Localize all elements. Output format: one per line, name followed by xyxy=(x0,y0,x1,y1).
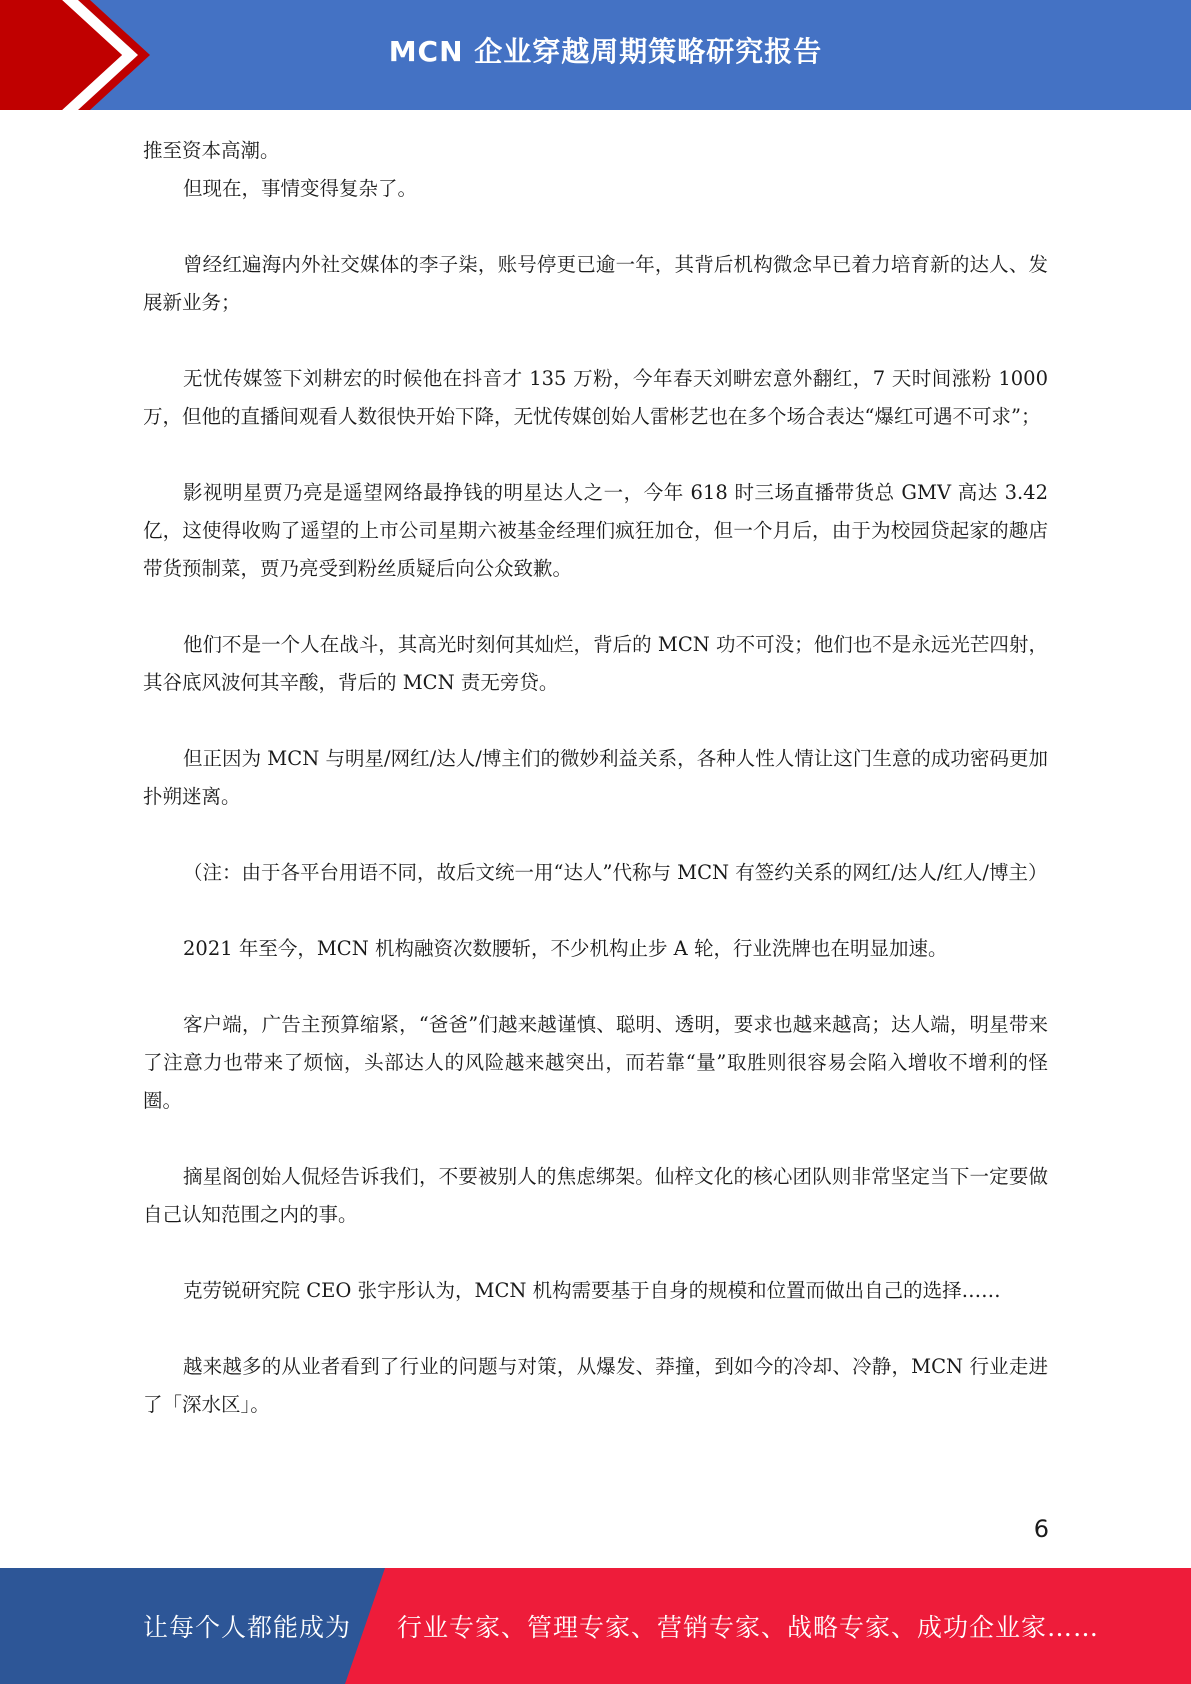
paragraph: 无忧传媒签下刘耕宏的时候他在抖音才 135 万粉，今年春天刘畊宏意外翻红，7 天时间涨粉 1000 万，但他的直播间观看人数很快开始下降，无忧传媒创始人雷彬艺也在多个场合表达“爆红可遇不可求”； xyxy=(143,367,1048,428)
paragraph: 但正因为 MCN 与明星/网红/达人/博主们的微妙利益关系，各种人性人情让这门生意的成功密码更加扑朔迷离。 xyxy=(143,747,1048,808)
paragraph: 摘星阁创始人侃烃告诉我们，不要被别人的焦虑绑架。仙梓文化的核心团队则非常坚定当下一定要做自己认知范围之内的事。 xyxy=(143,1165,1048,1226)
paragraph: 客户端，广告主预算缩紧，“爸爸”们越来越谨慎、聪明、透明，要求也越来越高；达人端，明星带来了注意力也带来了烦恼，头部达人的风险越来越突出，而若靠“量”取胜则很容易会陷入增收不增利的怪圈。 xyxy=(143,1013,1048,1112)
footer-slogan-left: 让每个人都能成为 xyxy=(143,1613,352,1642)
paragraph: 影视明星贾乃亮是遥望网络最挣钱的明星达人之一，今年 618 时三场直播带货总 GMV 高达 3.42 亿，这使得收购了遥望的上市公司星期六被基金经理们疯狂加仓，但一个月后，由于为校园贷起家的趣店带货预制菜，贾乃亮受到粉丝质疑后向公众致歉。 xyxy=(143,481,1048,580)
paragraph: （注：由于各平台用语不同，故后文统一用“达人”代称与 MCN 有签约关系的网红/达人/红人/博主） xyxy=(183,861,1048,884)
paragraph: 2021 年至今，MCN 机构融资次数腰斩，不少机构止步 A 轮，行业洗牌也在明显加速。 xyxy=(183,937,948,960)
paragraph: 克劳锐研究院 CEO 张宇彤认为，MCN 机构需要基于自身的规模和位置而做出自己的选择…… xyxy=(183,1279,1001,1302)
page-header xyxy=(0,0,1191,110)
document-body xyxy=(143,132,1048,1462)
paragraph: 推至资本高潮。 xyxy=(143,139,280,162)
page-footer xyxy=(0,1568,1191,1684)
paragraph: 但现在，事情变得复杂了。 xyxy=(183,177,418,200)
report-title: MCN 企业穿越周期策略研究报告 xyxy=(388,35,823,68)
page-number: 6 xyxy=(1033,1515,1049,1543)
paragraph: 曾经红遍海内外社交媒体的李子柒，账号停更已逾一年，其背后机构微念早已着力培育新的达人、发展新业务； xyxy=(143,253,1048,314)
paragraph: 越来越多的从业者看到了行业的问题与对策，从爆发、莽撞，到如今的冷却、冷静，MCN 行业走进了「深水区」。 xyxy=(143,1355,1048,1416)
footer-slogan-right: 行业专家、管理专家、营销专家、战略专家、成功企业家…… xyxy=(397,1613,1100,1642)
paragraph: 他们不是一个人在战斗，其高光时刻何其灿烂，背后的 MCN 功不可没；他们也不是永远光芒四射，其谷底风波何其辛酸，背后的 MCN 责无旁贷。 xyxy=(143,633,1048,694)
